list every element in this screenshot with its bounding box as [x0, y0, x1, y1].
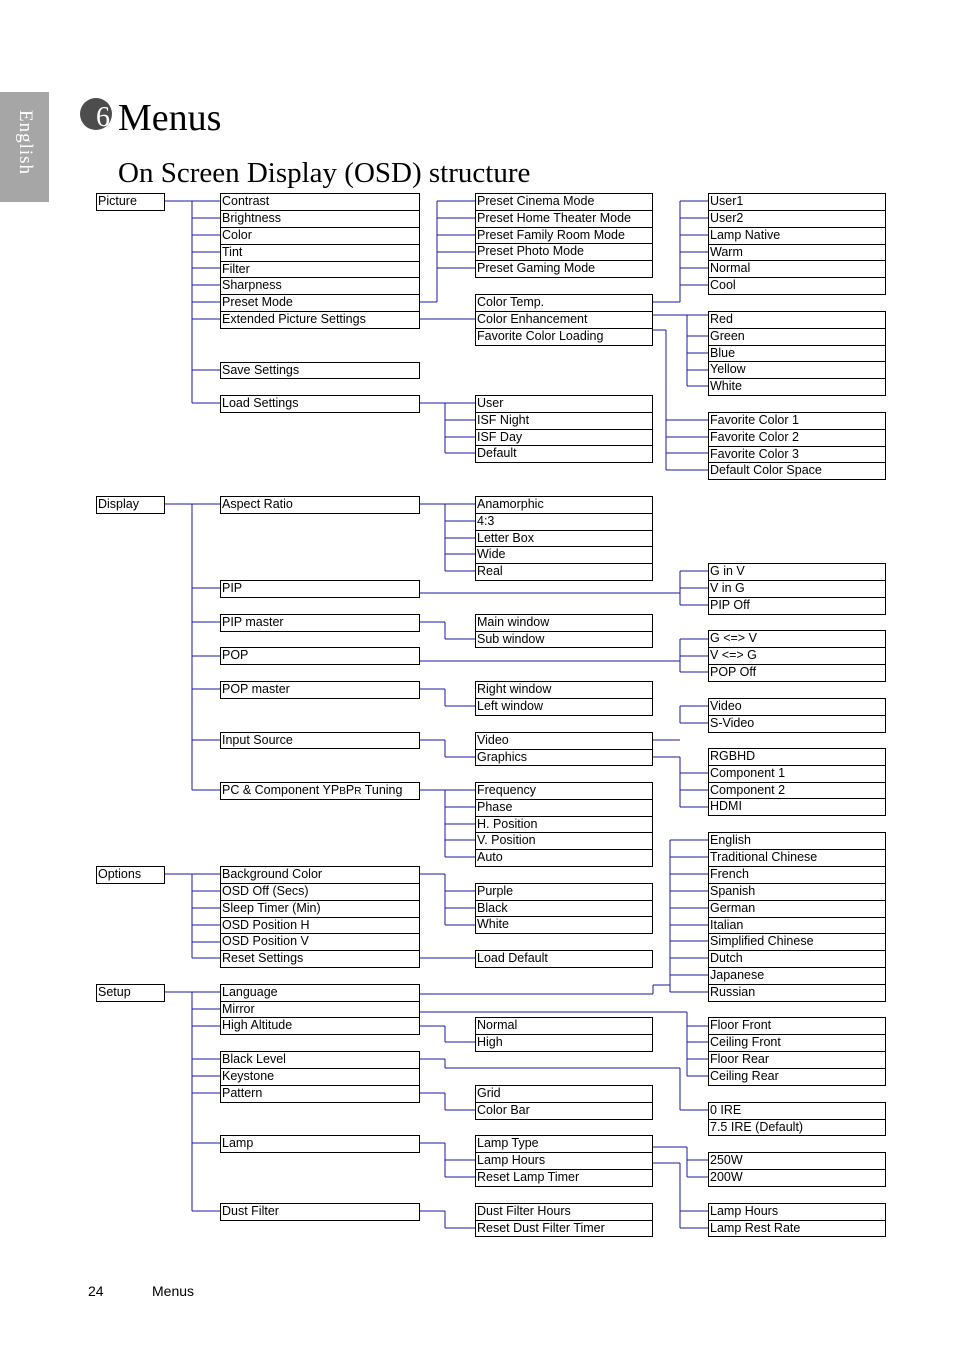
- menu-item-pip-master: PIP master: [220, 614, 420, 632]
- menu-item-pip-off: PIP Off: [708, 597, 886, 615]
- menu-item-load-settings: Load Settings: [220, 395, 420, 413]
- menu-item-normal: Normal: [475, 1017, 653, 1035]
- menu-item-v-in-g: V in G: [708, 580, 886, 598]
- menu-item-pop-off: POP Off: [708, 664, 886, 682]
- page-number: 24: [88, 1283, 104, 1299]
- menu-item-color-enhancement: Color Enhancement: [475, 311, 653, 329]
- menu-item-simplified-chinese: Simplified Chinese: [708, 933, 886, 951]
- menu-item-french: French: [708, 866, 886, 884]
- menu-item-lamp-type: Lamp Type: [475, 1135, 653, 1153]
- menu-item-preset-home-theater-mode: Preset Home Theater Mode: [475, 210, 653, 228]
- menu-item-preset-cinema-mode: Preset Cinema Mode: [475, 193, 653, 211]
- menu-item-floor-front: Floor Front: [708, 1017, 886, 1035]
- menu-item-green: Green: [708, 328, 886, 346]
- menu-item-yellow: Yellow: [708, 361, 886, 379]
- menu-item-favorite-color-2: Favorite Color 2: [708, 429, 886, 447]
- menu-item-h-position: H. Position: [475, 816, 653, 833]
- menu-item-input-source: Input Source: [220, 732, 420, 749]
- menu-item-white: White: [708, 378, 886, 396]
- menu-item-preset-gaming-mode: Preset Gaming Mode: [475, 260, 653, 278]
- menu-item-lamp-hours: Lamp Hours: [475, 1152, 653, 1170]
- menu-item-component-1: Component 1: [708, 765, 886, 783]
- menu-item-v-position: V. Position: [475, 832, 653, 850]
- menu-item-blue: Blue: [708, 345, 886, 362]
- menu-item-left-window: Left window: [475, 698, 653, 716]
- menu-item-g-v: G <=> V: [708, 630, 886, 648]
- menu-item-english: English: [708, 832, 886, 850]
- menu-item-preset-mode: Preset Mode: [220, 294, 420, 312]
- menu-item-white: White: [475, 916, 653, 934]
- menu-item-cool: Cool: [708, 277, 886, 295]
- menu-item-pop-master: POP master: [220, 681, 420, 699]
- menu-item-tint: Tint: [220, 244, 420, 262]
- menu-item-black: Black: [475, 900, 653, 917]
- menu-item-letter-box: Letter Box: [475, 530, 653, 547]
- menu-item-high: High: [475, 1034, 653, 1052]
- menu-item-color-temp: Color Temp.: [475, 294, 653, 312]
- menu-item-favorite-color-1: Favorite Color 1: [708, 412, 886, 430]
- menu-item-wide: Wide: [475, 546, 653, 564]
- menu-item-pc-component-ypbpr-tuning: [220, 782, 420, 800]
- menu-item-video: Video: [708, 698, 886, 716]
- section-title: On Screen Display (OSD) structure: [118, 157, 531, 189]
- menu-item-dutch: Dutch: [708, 950, 886, 968]
- menu-item-preset-family-room-mode: Preset Family Room Mode: [475, 227, 653, 244]
- menu-item-brightness: Brightness: [220, 210, 420, 228]
- top-menu-setup: Setup: [96, 984, 165, 1002]
- menu-item-keystone: Keystone: [220, 1068, 420, 1086]
- menu-item-purple: Purple: [475, 883, 653, 901]
- footer-section-name: Menus: [152, 1283, 195, 1299]
- menu-item-spanish: Spanish: [708, 883, 886, 901]
- menu-item-dust-filter: Dust Filter: [220, 1203, 420, 1221]
- menu-item-pattern: Pattern: [220, 1085, 420, 1103]
- menu-item-italian: Italian: [708, 917, 886, 934]
- menu-item-graphics: Graphics: [475, 749, 653, 766]
- menu-item-favorite-color-3: Favorite Color 3: [708, 446, 886, 463]
- chapter-number: 6: [96, 102, 110, 133]
- menu-item-extended-picture-settings: Extended Picture Settings: [220, 311, 420, 329]
- tuning-label-r: R: [354, 786, 362, 797]
- top-menu-picture: Picture: [96, 193, 165, 211]
- menu-item-aspect-ratio: Aspect Ratio: [220, 496, 420, 514]
- tuning-label-prefix: PC & Component YP: [222, 783, 340, 797]
- menu-item-v-g: V <=> G: [708, 647, 886, 665]
- menu-item-high-altitude: High Altitude: [220, 1017, 420, 1035]
- menu-item-lamp: Lamp: [220, 1135, 420, 1153]
- menu-item-german: German: [708, 900, 886, 918]
- menu-item-osd-off-secs: OSD Off (Secs): [220, 883, 420, 901]
- menu-item-russian: Russian: [708, 984, 886, 1002]
- menu-item-video: Video: [475, 732, 653, 750]
- menu-item-user1: User1: [708, 193, 886, 211]
- top-menu-display: Display: [96, 496, 165, 514]
- menu-item-dust-filter-hours: Dust Filter Hours: [475, 1203, 653, 1221]
- menu-item-warm: Warm: [708, 244, 886, 261]
- menu-item-osd-position-h: OSD Position H: [220, 917, 420, 934]
- tuning-label-suffix: Tuning: [361, 783, 403, 797]
- menu-item-hdmi: HDMI: [708, 798, 886, 816]
- menu-item-phase: Phase: [475, 799, 653, 817]
- menu-item-grid: Grid: [475, 1085, 653, 1103]
- menu-item-language: Language: [220, 984, 420, 1002]
- menu-item-normal: Normal: [708, 260, 886, 278]
- menu-item-favorite-color-loading: Favorite Color Loading: [475, 328, 653, 346]
- menu-item-filter: Filter: [220, 261, 420, 278]
- menu-item-ceiling-front: Ceiling Front: [708, 1034, 886, 1052]
- side-tab-label: English: [15, 110, 36, 176]
- menu-item-user: User: [475, 395, 653, 413]
- menu-item-contrast: Contrast: [220, 193, 420, 211]
- menu-item-default-color-space: Default Color Space: [708, 462, 886, 480]
- menu-item-auto: Auto: [475, 849, 653, 867]
- menu-item-preset-photo-mode: Preset Photo Mode: [475, 243, 653, 261]
- menu-item-sub-window: Sub window: [475, 631, 653, 648]
- menu-item-isf-day: ISF Day: [475, 429, 653, 446]
- menu-item-ceiling-rear: Ceiling Rear: [708, 1068, 886, 1086]
- menu-item-floor-rear: Floor Rear: [708, 1051, 886, 1069]
- menu-item-lamp-rest-rate: Lamp Rest Rate: [708, 1220, 886, 1237]
- menu-item-200w: 200W: [708, 1169, 886, 1187]
- menu-item-save-settings: Save Settings: [220, 362, 420, 379]
- menu-item-osd-position-v: OSD Position V: [220, 933, 420, 951]
- menu-item-4-3: 4:3: [475, 513, 653, 531]
- menu-item-250w: 250W: [708, 1152, 886, 1170]
- menu-item-0-ire: 0 IRE: [708, 1102, 886, 1120]
- menu-item-red: Red: [708, 311, 886, 329]
- menu-item-reset-lamp-timer: Reset Lamp Timer: [475, 1169, 653, 1187]
- menu-item-user2: User2: [708, 210, 886, 228]
- menu-item-sleep-timer-min: Sleep Timer (Min): [220, 900, 420, 918]
- tuning-label-b: B: [339, 786, 346, 797]
- menu-item-right-window: Right window: [475, 681, 653, 699]
- menu-item-isf-night: ISF Night: [475, 412, 653, 430]
- menu-item-pip: PIP: [220, 580, 420, 598]
- menu-item-sharpness: Sharpness: [220, 277, 420, 295]
- tuning-label-mid: P: [345, 783, 355, 797]
- menu-item-pop: POP: [220, 647, 420, 665]
- menu-item-background-color: Background Color: [220, 866, 420, 884]
- menu-item-rgbhd: RGBHD: [708, 748, 886, 766]
- menu-item-main-window: Main window: [475, 614, 653, 632]
- top-menu-options: Options: [96, 866, 165, 884]
- menu-item-reset-dust-filter-timer: Reset Dust Filter Timer: [475, 1220, 653, 1237]
- menu-item-component-2: Component 2: [708, 782, 886, 799]
- menu-item-default: Default: [475, 445, 653, 463]
- menu-item-color-bar: Color Bar: [475, 1102, 653, 1120]
- chapter-title: Menus: [118, 97, 222, 139]
- menu-item-lamp-native: Lamp Native: [708, 227, 886, 245]
- menu-item-reset-settings: Reset Settings: [220, 950, 420, 968]
- menu-item-japanese: Japanese: [708, 967, 886, 985]
- menu-item-7-5-ire-default: 7.5 IRE (Default): [708, 1119, 886, 1136]
- menu-item-lamp-hours: Lamp Hours: [708, 1203, 886, 1221]
- menu-item-real: Real: [475, 563, 653, 581]
- menu-item-g-in-v: G in V: [708, 563, 886, 581]
- menu-item-mirror: Mirror: [220, 1001, 420, 1018]
- menu-item-s-video: S-Video: [708, 715, 886, 733]
- menu-item-black-level: Black Level: [220, 1051, 420, 1069]
- menu-item-traditional-chinese: Traditional Chinese: [708, 849, 886, 867]
- menu-item-color: Color: [220, 227, 420, 245]
- menu-item-anamorphic: Anamorphic: [475, 496, 653, 514]
- menu-item-load-default: Load Default: [475, 950, 653, 968]
- menu-item-frequency: Frequency: [475, 782, 653, 800]
